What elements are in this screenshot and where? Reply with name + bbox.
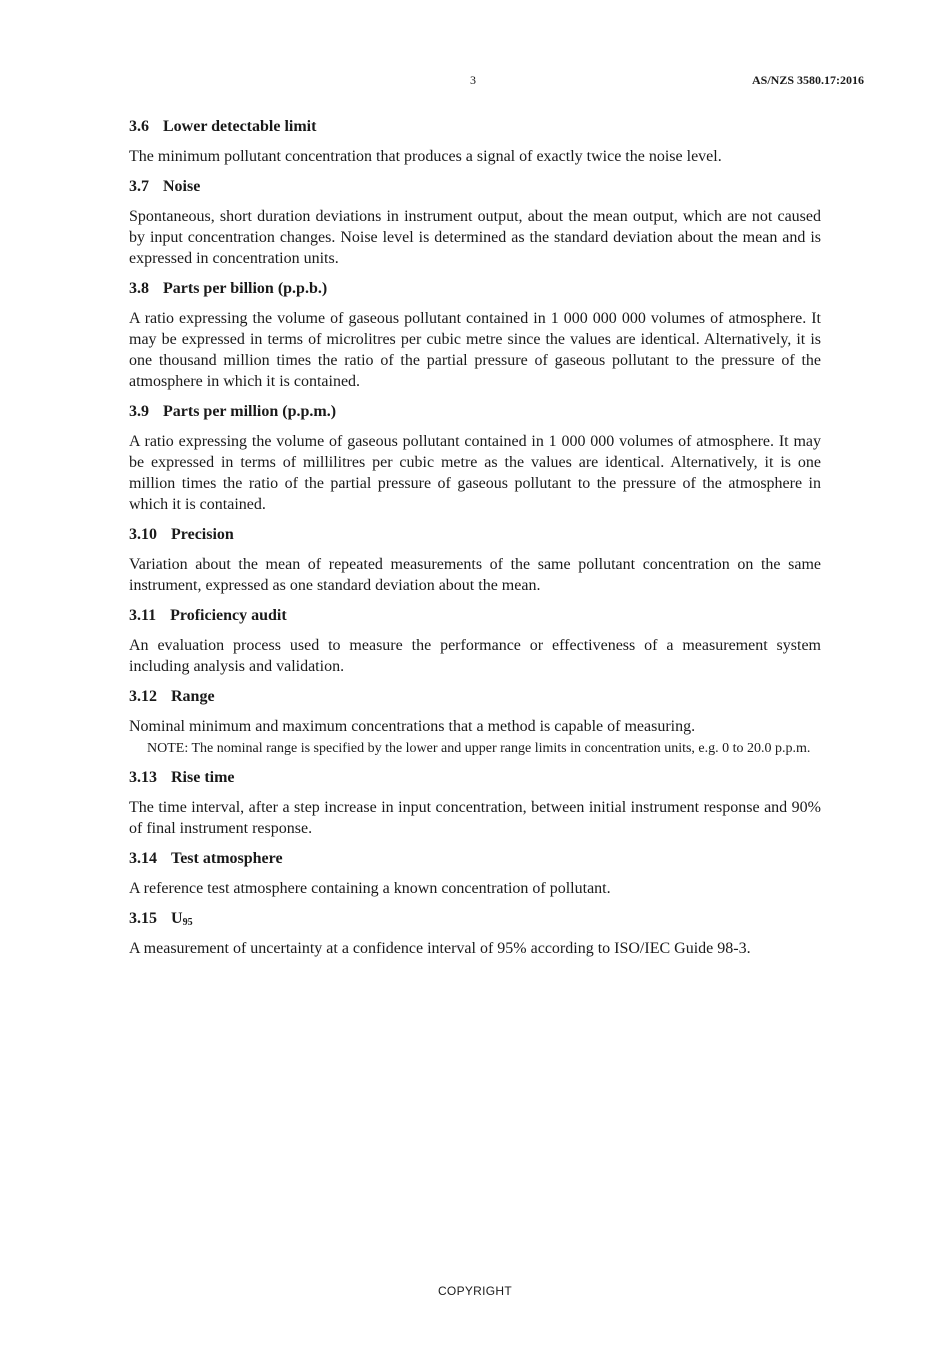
clause-number: 3.13 bbox=[129, 769, 157, 786]
clause-3-9 bbox=[129, 401, 821, 515]
clause-heading bbox=[129, 908, 821, 929]
clause-text: A reference test atmosphere containing a known concentration of pollutant. bbox=[129, 880, 611, 897]
clause-number: 3.10 bbox=[129, 526, 157, 543]
clause-text: A ratio expressing the volume of gaseous pollutant contained in 1 000 000 volumes of atmosphere. It may be expressed in terms of millilitres per cubic metre as the values are identical. Alternatively, it is one million times the ratio of the partial pressure of gaseous pollutant to the pressure of the atmosphere in which it is contained. bbox=[129, 433, 821, 513]
clause-3-12 bbox=[129, 686, 821, 758]
clause-text: Variation about the mean of repeated measurements of the same pollutant concentration on the same instrument, expressed as one standard deviation about the mean. bbox=[129, 556, 821, 594]
clause-title: Parts per billion (p.p.b.) bbox=[163, 280, 328, 297]
clause-3-6 bbox=[129, 116, 821, 167]
clause-heading bbox=[129, 401, 821, 422]
clause-title-subscript: 95 bbox=[182, 917, 193, 928]
clause-number: 3.9 bbox=[129, 403, 149, 420]
clause-title bbox=[171, 910, 193, 927]
page-number: 3 bbox=[470, 73, 476, 87]
clause-3-10 bbox=[129, 524, 821, 596]
clause-text: A measurement of uncertainty at a confidence interval of 95% according to ISO/IEC Guide 98-3. bbox=[129, 940, 751, 957]
clause-title-main: U bbox=[171, 910, 183, 927]
clause-text: The minimum pollutant concentration that produces a signal of exactly twice the noise level. bbox=[129, 148, 722, 165]
clause-text: Nominal minimum and maximum concentrations that a method is capable of measuring. bbox=[129, 718, 696, 735]
clause-number: 3.8 bbox=[129, 280, 149, 297]
clause-heading bbox=[129, 605, 821, 626]
clause-text: The time interval, after a step increase in input concentration, between initial instrument response and 90% of final instrument response. bbox=[129, 799, 821, 837]
clause-heading bbox=[129, 686, 821, 707]
clause-title: Parts per million (p.p.m.) bbox=[163, 403, 337, 420]
clause-3-13 bbox=[129, 767, 821, 839]
clause-3-14 bbox=[129, 848, 821, 899]
clause-3-11 bbox=[129, 605, 821, 677]
clause-3-7 bbox=[129, 176, 821, 269]
clause-heading bbox=[129, 176, 821, 197]
clause-title: Lower detectable limit bbox=[163, 118, 317, 135]
clause-heading bbox=[129, 524, 821, 545]
clause-heading bbox=[129, 767, 821, 788]
clause-number: 3.11 bbox=[129, 607, 157, 624]
clause-3-15 bbox=[129, 908, 821, 959]
clause-note: NOTE: The nominal range is specified by the lower and upper range limits in concentration units, e.g. 0 to 20.0 p.p.m. bbox=[147, 741, 811, 756]
clause-text: An evaluation process used to measure the performance or effectiveness of a measurement system including analysis and validation. bbox=[129, 637, 821, 675]
clause-text: Spontaneous, short duration deviations in instrument output, about the mean output, which are not caused by input concentration changes. Noise level is determined as the standard deviation about the mean and is expressed in concentration units. bbox=[129, 208, 821, 267]
clause-number: 3.12 bbox=[129, 688, 157, 705]
clause-title: Proficiency audit bbox=[170, 607, 287, 624]
clause-title: Precision bbox=[171, 526, 234, 543]
clause-heading bbox=[129, 848, 821, 869]
clause-title: Test atmosphere bbox=[171, 850, 283, 867]
clause-title: Range bbox=[171, 688, 215, 705]
clause-number: 3.14 bbox=[129, 850, 157, 867]
standard-identifier: AS/NZS 3580.17:2016 bbox=[751, 73, 864, 87]
clause-number: 3.6 bbox=[129, 118, 149, 135]
clause-title: Rise time bbox=[171, 769, 235, 786]
clause-title: Noise bbox=[163, 178, 201, 195]
clause-3-8 bbox=[129, 278, 821, 392]
clause-text: A ratio expressing the volume of gaseous pollutant contained in 1 000 000 000 volumes of atmosphere. It may be expressed in terms of microlitres per cubic metre since the values are identical. Alternatively, it is one thousand million times the ratio of the partial pressure of gaseous pollutant to the pressure of the atmosphere in which it is contained. bbox=[129, 310, 821, 390]
copyright-footer: COPYRIGHT bbox=[437, 1284, 513, 1298]
clause-heading bbox=[129, 116, 821, 137]
document-body bbox=[129, 116, 821, 968]
clause-heading bbox=[129, 278, 821, 299]
clause-number: 3.15 bbox=[129, 910, 157, 927]
clause-number: 3.7 bbox=[129, 178, 149, 195]
